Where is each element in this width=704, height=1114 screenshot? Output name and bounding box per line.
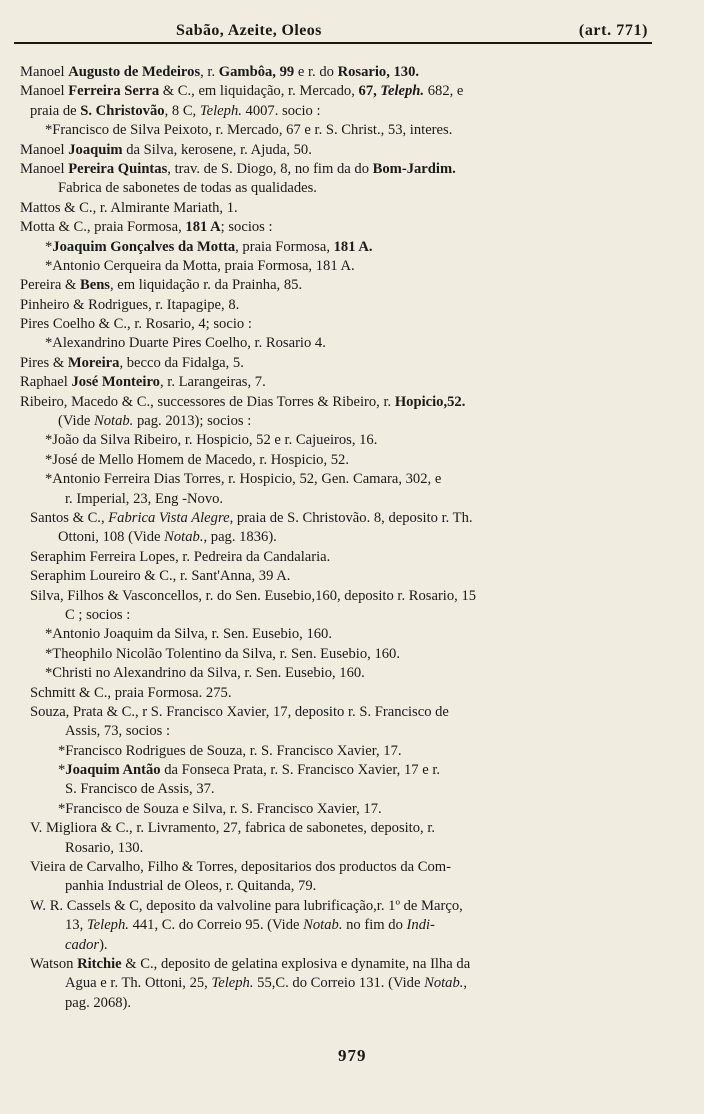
entry-text: Seraphim Ferreira Lopes, r. Pedreira da Candalaria. (30, 548, 331, 565)
entry-text: Fabrica Vista Alegre (108, 509, 230, 526)
entry-text: Souza, Prata & C., r S. Francisco Xavier, 17, deposito r. S. Francisco de (30, 703, 449, 720)
entry-text: (Vide (58, 413, 94, 430)
entry-text: Bens (79, 277, 110, 294)
entry-line (20, 858, 670, 877)
entry-text: *Francisco de Silva Peixoto, r. Mercado, 67 e r. S. Christ., 53, interes. (45, 122, 453, 139)
entry-text: praia de (30, 102, 81, 119)
entry-text: Watson (30, 955, 78, 972)
entry-line (20, 490, 670, 509)
entry-line (20, 664, 670, 683)
entry-text: *Antonio Cerqueira da Motta, praia Formosa, 181 A. (45, 257, 355, 274)
running-header (14, 22, 652, 40)
entry-text: *João da Silva Ribeiro, r. Hospicio, 52 e r. Cajueiros, 16. (45, 432, 378, 449)
entry-line (20, 567, 670, 586)
entry-text: no fim do (342, 917, 407, 934)
entry-text: da Fonseca Prata, r. S. Francisco Xavier, 17 e r. (160, 762, 441, 779)
entry-line (20, 373, 670, 392)
entry-line (20, 102, 670, 121)
entry-line (20, 354, 670, 373)
entry-line (20, 257, 670, 276)
entry-line (20, 121, 670, 140)
entry-line (20, 722, 670, 741)
entry-text: Pires & (20, 354, 68, 371)
entry-text: Vieira de Carvalho, Filho & Torres, depositarios dos productos da Com- (30, 859, 451, 876)
entry-text: da Silva, kerosene, r. Ajuda, 50. (122, 141, 312, 158)
entry-text: Notab. (424, 975, 464, 992)
entry-text: , pag. 1836). (203, 529, 277, 546)
entry-text: *Francisco Rodrigues de Souza, r. S. Francisco Xavier, 17. (58, 742, 402, 759)
entry-text: , praia Formosa, (235, 238, 334, 255)
entry-text: 13, (65, 917, 87, 934)
entry-text: José Monteiro (71, 374, 160, 391)
entry-text: ). (99, 936, 108, 953)
entry-text: Joaquim Antão (65, 762, 161, 779)
entry-line (20, 625, 670, 644)
entry-text: Mattos & C., r. Almirante Mariath, 1. (20, 199, 238, 216)
entry-text: , becco da Fidalga, 5. (119, 354, 244, 371)
entry-text: & C., em liquidação, r. Mercado, (159, 83, 359, 100)
entry-text: Joaquim (68, 141, 123, 158)
entry-text: , r. Larangeiras, 7. (159, 374, 266, 391)
entry-line (20, 315, 670, 334)
entry-text: & C., deposito de gelatina explosiva e dynamite, na Ilha da (121, 955, 471, 972)
entry-text: *Antonio Ferreira Dias Torres, r. Hospicio, 52, Gen. Camara, 302, e (45, 471, 442, 488)
entry-text: * (58, 762, 66, 779)
entry-text: Assis, 73, socios : (65, 723, 171, 740)
entry-text: Schmitt & C., praia Formosa. 275. (30, 684, 232, 701)
article-number: (art. 771) (578, 22, 648, 39)
entry-text: S. Francisco de Assis, 37. (65, 781, 215, 798)
entry-line (20, 82, 670, 101)
entry-text: Pinheiro & Rodrigues, r. Itapagipe, 8. (20, 296, 240, 313)
entry-text: Seraphim Loureiro & C., r. Sant'Anna, 39 A. (30, 568, 291, 585)
entry-line (20, 897, 670, 916)
entry-line (20, 548, 670, 567)
entry-text: Motta & C., praia Formosa, (20, 219, 186, 236)
entry-text: Joaquim Gonçalves da Motta (52, 238, 236, 255)
entry-text: Pereira Quintas (68, 160, 168, 177)
entry-text: cador (65, 936, 100, 953)
entry-line (20, 819, 670, 838)
entry-text: V. Migliora & C., r. Livramento, 27, fabrica de sabonetes, deposito, r. (30, 820, 436, 837)
entry-line (20, 179, 670, 198)
entry-text: Moreira (67, 354, 120, 371)
entry-line (20, 936, 670, 955)
entry-line (20, 703, 670, 722)
entry-text: Teleph. (199, 102, 242, 119)
entry-text: Manoel (20, 83, 69, 100)
entry-line (20, 955, 670, 974)
entry-text: S. Christovão (80, 102, 165, 119)
entry-text: W. R. Cassels & C, deposito da valvoline para lubrificação,r. 1º de Março, (30, 897, 463, 914)
entry-text: *Alexandrino Duarte Pires Coelho, r. Rosario 4. (45, 335, 326, 352)
entry-text: Ferreira Serra (68, 83, 160, 100)
entry-text: Teleph. (380, 83, 425, 100)
entry-line (20, 742, 670, 761)
entry-line (20, 916, 670, 935)
entry-text: r. Imperial, 23, Eng -Novo. (65, 490, 224, 507)
entry-text: 441, C. do Correio 95. (Vide (128, 917, 304, 934)
entry-text: 682, e (424, 83, 464, 100)
entry-line (20, 800, 670, 819)
entry-text: 4007. socio : (241, 102, 321, 119)
entry-text: Bom-Jardim. (372, 160, 456, 177)
entry-text: Augusto de Medeiros (68, 64, 201, 80)
entry-text: Teleph. (86, 917, 129, 934)
entry-text: pag. 2013); socios : (133, 413, 252, 430)
entry-text: *Theophilo Nicolão Tolentino da Silva, r. Sen. Eusebio, 160. (45, 645, 400, 662)
header-rule (14, 42, 652, 44)
entry-text: Agua e r. Th. Ottoni, 25, (65, 975, 212, 992)
entry-text: Teleph. (211, 975, 254, 992)
entry-text: , 8 C, (164, 102, 200, 119)
entry-line (20, 974, 670, 993)
entry-text: Pereira & (20, 277, 80, 294)
entry-line (20, 509, 670, 528)
entry-text: Manoel (20, 64, 69, 80)
entry-text: ; socios : (220, 219, 273, 236)
section-title: Sabão, Azeite, Oleos (176, 22, 322, 39)
entry-text: e r. do (294, 64, 338, 80)
entry-text: 181 A (185, 219, 221, 236)
entry-text: *José de Mello Homem de Macedo, r. Hospicio, 52. (45, 451, 349, 468)
entry-line (20, 218, 670, 237)
entry-text: Ottoni, 108 (Vide (58, 529, 165, 546)
entry-text: *Antonio Joaquim da Silva, r. Sen. Eusebio, 160. (45, 626, 332, 643)
entry-line (20, 470, 670, 489)
entry-line (20, 141, 670, 160)
entry-text: Notab. (94, 413, 134, 430)
entry-text: C ; socios : (65, 606, 131, 623)
entry-line (20, 877, 670, 896)
entry-line (20, 276, 670, 295)
entry-text: 55,C. do Correio 131. (Vide (253, 975, 425, 992)
entry-line (20, 606, 670, 625)
entry-line (20, 334, 670, 353)
entry-line (20, 761, 670, 780)
entry-text: Indi- (406, 917, 435, 934)
entry-text: Notab. (303, 917, 343, 934)
entry-text: Fabrica de sabonetes de todas as qualidades. (58, 180, 317, 197)
entry-text: *Francisco de Souza e Silva, r. S. Francisco Xavier, 17. (58, 800, 382, 817)
entry-text: Ribeiro, Macedo & C., successores de Dias Torres & Ribeiro, r. (20, 393, 395, 410)
entry-text: , (463, 975, 468, 992)
entry-text: Rosario, 130. (337, 64, 420, 80)
entry-line (20, 238, 670, 257)
entry-line (20, 587, 670, 606)
entry-line (20, 839, 670, 858)
entry-text: , em liquidação r. da Prainha, 85. (110, 277, 303, 294)
entry-line (20, 431, 670, 450)
entry-text: * (45, 238, 53, 255)
entry-text: panhia Industrial de Oleos, r. Quitanda, 79. (65, 878, 317, 895)
entry-text: Manoel (20, 160, 69, 177)
entry-line (20, 684, 670, 703)
entry-line (20, 528, 670, 547)
entry-text: , praia de S. Christovão. 8, deposito r. Th. (229, 509, 473, 526)
entry-text: Raphael (20, 374, 72, 391)
entry-text: 67, (358, 83, 381, 100)
entry-text: Silva, Filhos & Vasconcellos, r. do Sen. Eusebio,160, deposito r. Rosario, 15 (30, 587, 477, 604)
entry-line (20, 63, 670, 82)
entry-line (20, 451, 670, 470)
entry-text: , trav. de S. Diogo, 8, no fim da do (167, 160, 373, 177)
entry-text: pag. 2068). (65, 994, 132, 1011)
entry-line (20, 645, 670, 664)
page-number: 979 (338, 1046, 367, 1065)
entry-text: Ritchie (77, 955, 122, 972)
entry-text: Manoel (20, 141, 69, 158)
entry-text: Santos & C., (30, 509, 109, 526)
entry-list (20, 63, 670, 1013)
entry-line (20, 296, 670, 315)
entry-text: 181 A. (333, 238, 373, 255)
entry-text: Notab. (164, 529, 204, 546)
entry-line (20, 780, 670, 799)
entry-text: Gambôa, 99 (218, 64, 295, 80)
entry-line (20, 160, 670, 179)
entry-line (20, 199, 670, 218)
entry-line (20, 994, 670, 1013)
entry-text: , r. (200, 64, 219, 80)
entry-text: Hopicio,52. (394, 393, 466, 410)
entry-text: *Christi no Alexandrino da Silva, r. Sen. Eusebio, 160. (45, 665, 365, 682)
entry-text: Rosario, 130. (65, 839, 144, 856)
entry-line (20, 412, 670, 431)
entry-text: Pires Coelho & C., r. Rosario, 4; socio : (20, 316, 252, 333)
entry-line (20, 393, 670, 412)
